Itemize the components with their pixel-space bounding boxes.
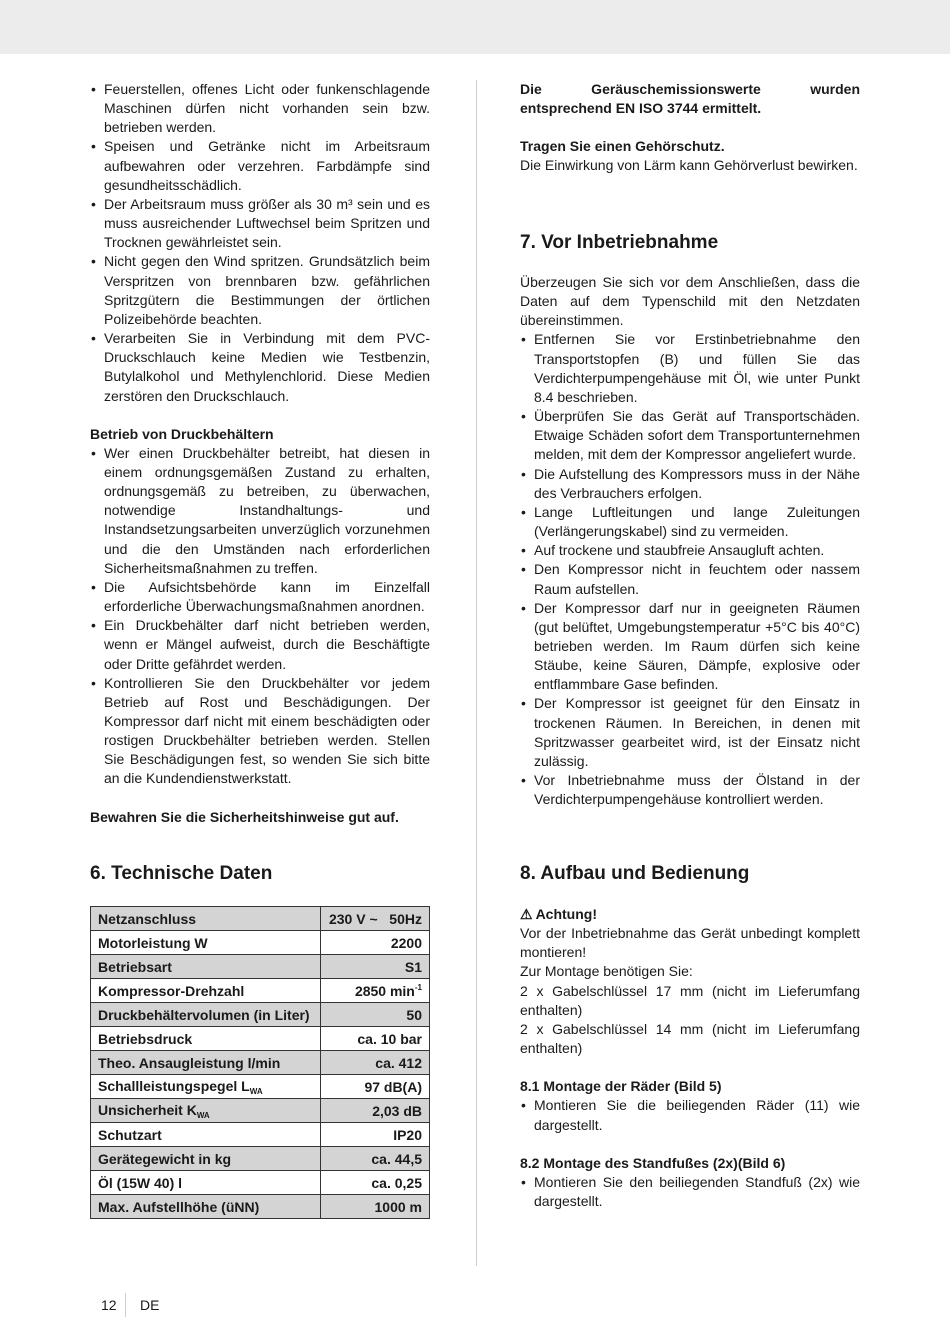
list-item: • Der Kompressor ist geeignet für den Einsatz in trockenen Räumen. In Bereichen, in denen mit Spritzwasser gearbeitet wird, ist der Einsatz nicht zulässig. <box>520 694 860 771</box>
list-item: • Speisen und Getränke nicht im Arbeitsraum aufbewahren oder verzehren. Farbdämpfe sind gesundheitsschädlich. <box>90 137 430 194</box>
section8-body <box>520 905 860 1211</box>
table-row <box>91 1075 430 1099</box>
list-item: • Montieren Sie die beiliegenden Räder (11) wie dargestellt. <box>520 1096 860 1134</box>
subsection-8-2-title: 8.2 Montage des Standfußes (2x)(Bild 6) <box>520 1154 786 1171</box>
noise-note: Die Geräuschemissionswerte wurden entsprechend EN ISO 3744 ermittelt. <box>520 81 860 117</box>
spec-label: Schutzart <box>91 1123 321 1147</box>
list-item: • Verarbeiten Sie in Verbindung mit dem PVC-Druckschlauch keine Medien wie Testbenzin, Butylalkohol und Methylenchlorid. Diese Medien zerstören den Druckschlauch. <box>90 329 430 406</box>
section7-list <box>520 330 860 809</box>
list-item: • Auf trockene und staubfreie Ansaugluft achten. <box>520 541 860 560</box>
warning-label: Achtung! <box>535 906 597 922</box>
table-row <box>91 1171 430 1195</box>
spec-value: 1000 m <box>320 1195 429 1219</box>
pressure-vessel-list <box>90 444 430 789</box>
footer-divider <box>125 1293 126 1317</box>
list-item: • Wer einen Druckbehälter betreibt, hat diesen in einem ordnungsgemäßen Zustand zu erhalten, ordnungsgemäß zu betreiben, zu überwachen, notwendige Instandhaltungs- und Instandsetzungsarbeiten unverzüglich vorzunehmen und die den Umständen nach erforderlichen Sicherheitsmaßnahmen zu treffen. <box>90 444 430 578</box>
section7-intro: Überzeugen Sie sich vor dem Anschließen, dass die Daten auf dem Typenschild mit den Netzdaten übereinstimmen. <box>520 274 860 329</box>
left-column <box>90 80 430 827</box>
technical-data-table <box>90 906 430 1219</box>
safety-list <box>90 80 430 406</box>
section6-title: 6. Technische Daten <box>90 863 273 884</box>
list-item: • Der Kompressor darf nur in geeigneten Räumen (gut belüftet, Umgebungstemperatur +5°C bis 40°C) betrieben werden. Im Raum dürfen sich keine Stäube, keine Säuren, Dämpfe, explosive oder entflammbare Gase befinden. <box>520 599 860 695</box>
list-item: • Montieren Sie den beiliegenden Standfuß (2x) wie dargestellt. <box>520 1173 860 1211</box>
spec-value: 97 dB(A) <box>320 1075 429 1099</box>
pressure-vessel-heading: Betrieb von Druckbehältern <box>90 425 274 442</box>
spec-label: Max. Aufstellhöhe (üNN) <box>91 1195 321 1219</box>
table-row <box>91 1195 430 1219</box>
spec-value: 2,03 dB <box>320 1099 429 1123</box>
column-divider <box>476 80 477 1266</box>
spec-label: Betriebsart <box>91 955 321 979</box>
tools-intro: Zur Montage benötigen Sie: <box>520 963 693 980</box>
list-item: • Die Aufsichtsbehörde kann im Einzelfall erforderliche Überwachungsmaßnahmen anordnen. <box>90 578 430 616</box>
warning-icon: ⚠ <box>520 906 533 922</box>
spec-label: Druckbehältervolumen (in Liter) <box>91 1003 321 1027</box>
table-row <box>91 1003 430 1027</box>
list-item: • Entfernen Sie vor Erstinbetriebnahme den Transportstopfen (B) und füllen Sie das Verdichterpumpengehäuse mit Öl, wie unter Punkt 8.4 beschrieben. <box>520 330 860 407</box>
table-row <box>91 1123 430 1147</box>
spec-label: Öl (15W 40) l <box>91 1171 321 1195</box>
spec-label: Unsicherheit $K_{WA}$ <box>91 1099 321 1123</box>
subsection-8-2-list <box>520 1173 860 1211</box>
table-row <box>91 1027 430 1051</box>
hearing-protection-heading: Tragen Sie einen Gehörschutz. <box>520 138 725 155</box>
spec-value: 230 V ~ 50Hz <box>320 907 429 931</box>
language-label: DE <box>140 1297 160 1313</box>
table-row <box>91 1147 430 1171</box>
table-row <box>91 907 430 931</box>
spec-value: ca. 0,25 <box>320 1171 429 1195</box>
spec-value: 2200 <box>320 931 429 955</box>
spec-value: 50 <box>320 1003 429 1027</box>
spec-label: Kompressor-Drehzahl <box>91 979 321 1003</box>
tool-item: 2 x Gabelschlüssel 17 mm (nicht im Lieferumfang enthalten) <box>520 982 860 1018</box>
top-bar <box>0 0 950 54</box>
table-row <box>91 955 430 979</box>
list-item: • Überprüfen Sie das Gerät auf Transportschäden. Etwaige Schäden sofort dem Transportunternehmen melden, mit dem der Kompressor angeliefert wurde. <box>520 407 860 464</box>
spec-label: Motorleistung W <box>91 931 321 955</box>
spec-value: S1 <box>320 955 429 979</box>
table-row <box>91 1051 430 1075</box>
page-number: 12 <box>101 1297 117 1313</box>
keep-instructions-note: Bewahren Sie die Sicherheitshinweise gut auf. <box>90 808 399 825</box>
list-item: • Vor Inbetriebnahme muss der Ölstand in der Verdichterpumpengehäuse kontrolliert werden. <box>520 771 860 809</box>
hearing-protection-text: Die Einwirkung von Lärm kann Gehörverlust bewirken. <box>520 157 858 174</box>
section7-title: 7. Vor Inbetriebnahme <box>520 232 719 253</box>
right-column <box>520 80 860 176</box>
list-item: • Die Aufstellung des Kompressors muss in der Nähe des Verbrauchers erfolgen. <box>520 465 860 503</box>
spec-label: Schallleistungspegel $L_{WA}$ <box>91 1075 321 1099</box>
list-item: • Lange Luftleitungen und lange Zuleitungen (Verlängerungskabel) sind zu vermeiden. <box>520 503 860 541</box>
spec-label: Netzanschluss <box>91 907 321 931</box>
table-row <box>91 979 430 1003</box>
subsection-8-1-title: 8.1 Montage der Räder (Bild 5) <box>520 1078 722 1095</box>
list-item: • Ein Druckbehälter darf nicht betrieben werden, wenn er Mängel aufweist, durch die Beschäftigte oder Dritte gefährdet werden. <box>90 616 430 673</box>
table-row <box>91 1099 430 1123</box>
list-item: • Der Arbeitsraum muss größer als 30 m³ sein und es muss ausreichender Luftwechsel beim Spritzen und Trocknen gewährleistet sein. <box>90 195 430 252</box>
spec-value: ca. 10 bar <box>320 1027 429 1051</box>
spec-label: Betriebsdruck <box>91 1027 321 1051</box>
list-item: • Nicht gegen den Wind spritzen. Grundsätzlich beim Verspritzen von brennbaren bzw. gefährlichen Spritzgütern die Bestimmungen der örtlichen Polizeibehörde beachten. <box>90 252 430 329</box>
spec-value: IP20 <box>320 1123 429 1147</box>
list-item: • Feuerstellen, offenes Licht oder funkenschlagende Maschinen dürfen nicht vorhanden sein bzw. betrieben werden. <box>90 80 430 137</box>
warning-line <box>520 905 860 924</box>
section8-title: 8. Aufbau und Bedienung <box>520 863 750 884</box>
tool-item: 2 x Gabelschlüssel 14 mm (nicht im Lieferumfang enthalten) <box>520 1020 860 1057</box>
section7-body <box>520 273 860 809</box>
spec-label: Gerätegewicht in kg <box>91 1147 321 1171</box>
warning-text: Vor der Inbetriebnahme das Gerät unbedingt komplett montieren! <box>520 925 860 961</box>
spec-value: ca. 412 <box>320 1051 429 1075</box>
table-row <box>91 931 430 955</box>
subsection-8-1-list <box>520 1096 860 1134</box>
spec-value: 2850 $\min^{-1}$ <box>320 979 429 1003</box>
list-item: • Kontrollieren Sie den Druckbehälter vor jedem Betrieb auf Rost und Beschädigungen. Der Kompressor darf nicht mit einem beschädigten oder rostigen Druckbehälter betrieben werden. Stellen Sie Beschädigungen fest, so wenden Sie sich bitte an die Kundendienstwerkstatt. <box>90 674 430 789</box>
list-item: • Den Kompressor nicht in feuchtem oder nassem Raum aufstellen. <box>520 560 860 598</box>
spec-label: Theo. Ansaugleistung l/min <box>91 1051 321 1075</box>
spec-value: ca. 44,5 <box>320 1147 429 1171</box>
